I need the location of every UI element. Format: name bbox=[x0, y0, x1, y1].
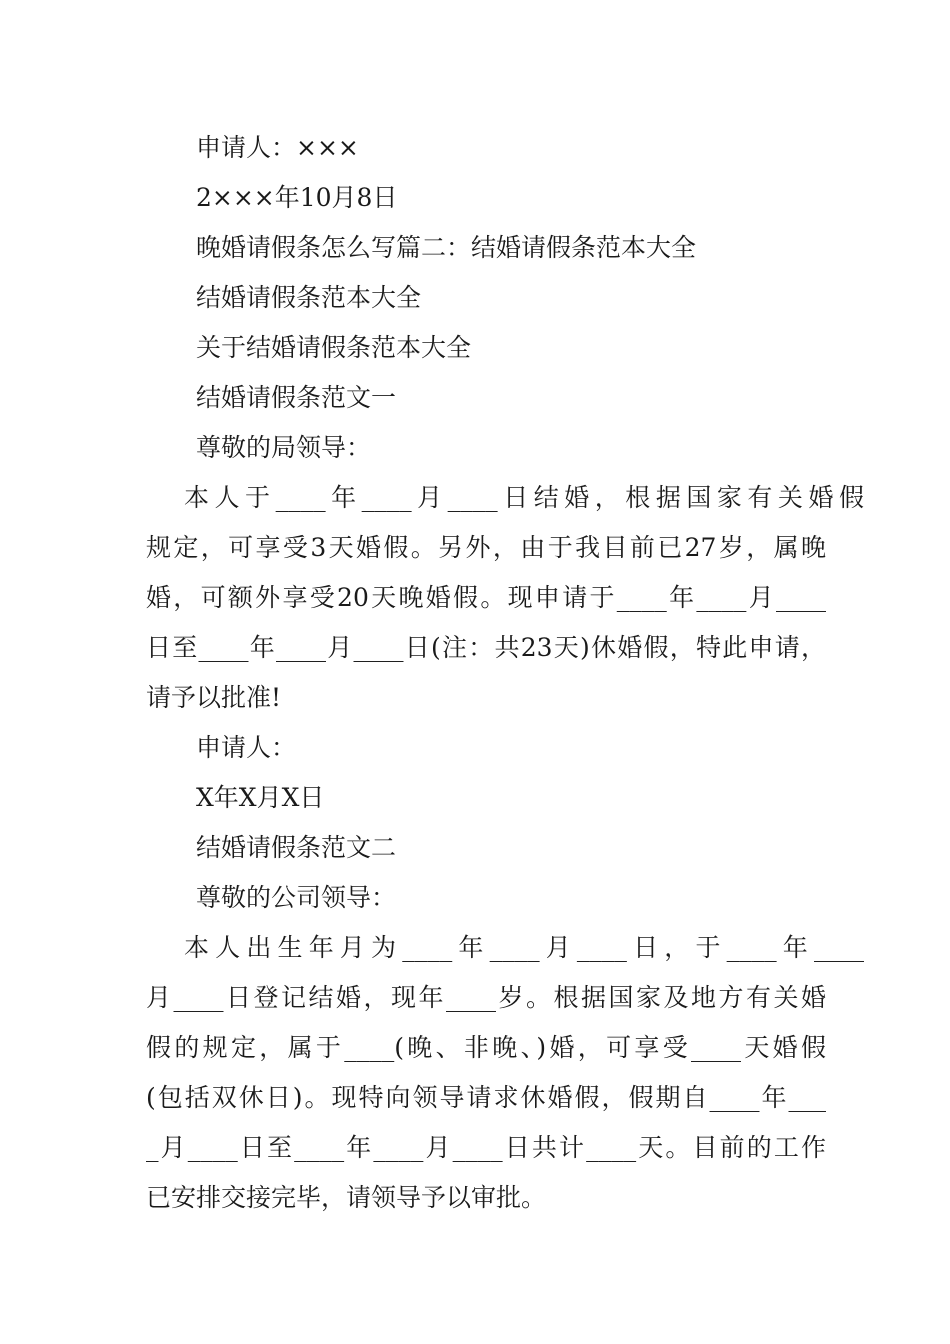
section-title: 晚婚请假条怎么写篇二：结婚请假条范本大全 bbox=[196, 233, 697, 262]
paragraph-line: 月____日登记结婚，现年____岁。根据国家及地方有关婚 bbox=[146, 983, 826, 1012]
paragraph-line: (包括双休日)。现特向领导请求休婚假，假期自____年___ bbox=[146, 1083, 826, 1112]
paragraph-line: 本人出生年月为____年____月____日，于____年____ bbox=[184, 933, 864, 962]
sample-two-heading: 结婚请假条范文二 bbox=[196, 833, 397, 862]
paragraph-line: 规定，可享受3天婚假。另外，由于我目前已27岁，属晚 bbox=[146, 533, 826, 562]
subtitle-about: 关于结婚请假条范本大全 bbox=[196, 333, 472, 362]
paragraph-line: 本人于____年____月____日结婚，根据国家有关婚假 bbox=[184, 483, 864, 512]
paragraph-line: 假的规定，属于____(晚、非晚、)婚，可享受____天婚假 bbox=[146, 1033, 826, 1062]
paragraph-line: 日至____年____月____日(注：共23天)休婚假，特此申请， bbox=[146, 633, 826, 662]
date-line: 2×××年10月8日 bbox=[196, 183, 398, 212]
paragraph-line: 婚，可额外享受20天晚婚假。现申请于____年____月____ bbox=[146, 583, 826, 612]
paragraph-line: 请予以批准! bbox=[146, 683, 282, 712]
paragraph-line: 已安排交接完毕，请领导予以审批。 bbox=[146, 1183, 547, 1212]
applicant-label: 申请人： bbox=[196, 733, 297, 762]
salutation-bureau: 尊敬的局领导： bbox=[196, 433, 372, 462]
sample-one-heading: 结婚请假条范文一 bbox=[196, 383, 397, 412]
subtitle: 结婚请假条范本大全 bbox=[196, 283, 422, 312]
salutation-company: 尊敬的公司领导： bbox=[196, 883, 397, 912]
applicant-line: 申请人：××× bbox=[196, 133, 359, 162]
date-placeholder: X年X月X日 bbox=[196, 783, 325, 812]
paragraph-line: _月____日至____年____月____日共计____天。目前的工作 bbox=[146, 1133, 826, 1162]
